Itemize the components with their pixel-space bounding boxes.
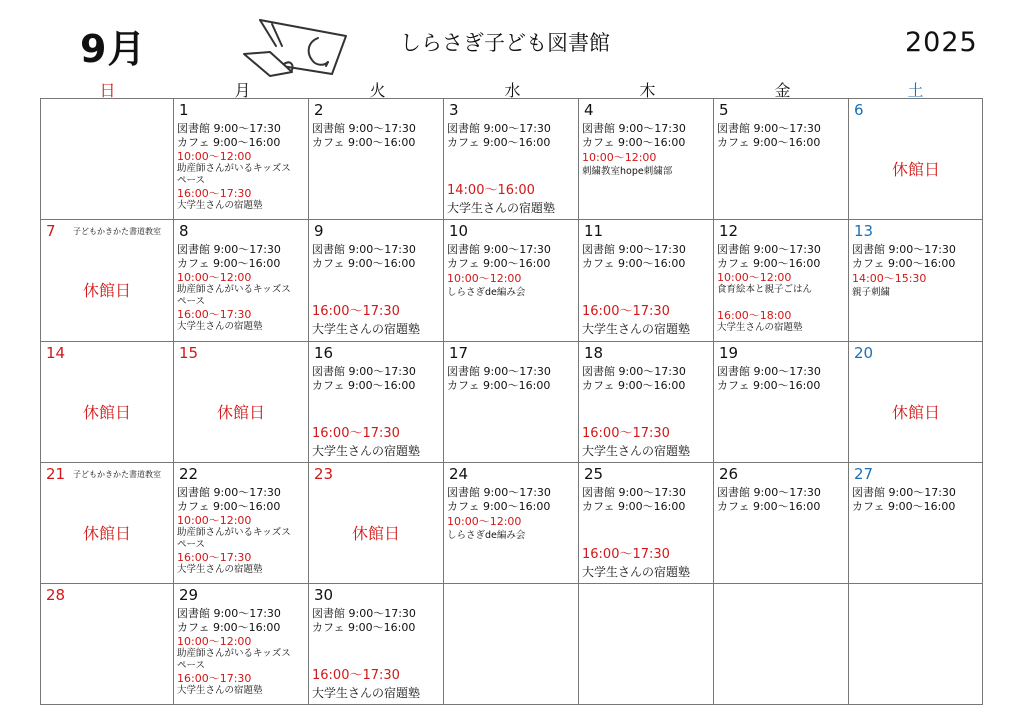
calendar-day-cell: [713, 462, 848, 583]
calendar-day-cell: [443, 341, 578, 462]
opening-hours: 図書館 9:00〜17:30 カフェ 9:00〜16:00: [312, 607, 416, 634]
event-time: 10:00〜12:00: [177, 514, 252, 527]
day-number: 16: [314, 344, 334, 362]
calendar-day-cell: [308, 462, 443, 583]
calendar-day-cell: [848, 462, 983, 583]
day-number: 10: [449, 222, 469, 240]
event-time: 16:00〜17:30: [312, 426, 400, 441]
library-name: しらさぎ子ども図書館: [400, 31, 610, 55]
event-time: 10:00〜12:00: [177, 271, 252, 284]
event-name: 大学生さんの宿題塾: [312, 686, 421, 700]
closed-day-label: 休館日: [82, 281, 131, 300]
calendar-day-cell: [40, 219, 173, 341]
calendar-day-cell: [578, 583, 713, 705]
event-name: 助産師さんがいるキッズス: [177, 527, 291, 538]
calendar-day-cell: [40, 583, 173, 705]
weekday-friday: 金: [774, 81, 791, 100]
day-number: 18: [584, 344, 604, 362]
calendar-year: 2025: [905, 27, 978, 58]
calendar-day-cell: [308, 583, 443, 705]
event-name: ペース: [177, 539, 206, 550]
event-name: 大学生さんの宿題塾: [717, 322, 803, 333]
day-number: 26: [719, 465, 739, 483]
calendar-day-cell: [308, 219, 443, 341]
day-number: 11: [584, 222, 604, 240]
calendar-day-cell: [848, 98, 983, 219]
event-name: 大学生さんの宿題塾: [582, 444, 691, 458]
event-name: 助産師さんがいるキッズス: [177, 284, 291, 295]
event-name: 食育絵本と親子ごはん: [717, 284, 813, 295]
opening-hours: 図書館 9:00〜17:30 カフェ 9:00〜16:00: [852, 486, 956, 513]
opening-hours: 図書館 9:00〜17:30 カフェ 9:00〜16:00: [177, 607, 281, 634]
weekday-wednesday: 水: [504, 81, 521, 100]
day-number: 22: [179, 465, 199, 483]
weekday-monday: 月: [234, 81, 251, 100]
opening-hours: 図書館 9:00〜17:30 カフェ 9:00〜16:00: [582, 122, 686, 149]
event-name: ペース: [177, 175, 206, 186]
calendar-day-cell: [173, 219, 308, 341]
opening-hours: 図書館 9:00〜17:30 カフェ 9:00〜16:00: [447, 365, 551, 392]
closed-day-label: 休館日: [351, 524, 400, 543]
event-name: ペース: [177, 660, 206, 671]
opening-hours: 図書館 9:00〜17:30 カフェ 9:00〜16:00: [582, 486, 686, 513]
day-number: 1: [179, 101, 189, 119]
weekday-header-row: [40, 78, 983, 98]
event-time: 10:00〜12:00: [447, 515, 522, 528]
event-time: 14:00〜16:00: [447, 183, 535, 198]
event-name: 大学生さんの宿題塾: [177, 200, 263, 211]
day-number: 29: [179, 586, 199, 604]
calendar-day-cell: [173, 583, 308, 705]
event-name: 助産師さんがいるキッズス: [177, 648, 291, 659]
day-number: 9: [314, 222, 324, 240]
opening-hours: 図書館 9:00〜17:30 カフェ 9:00〜16:00: [177, 486, 281, 513]
event-time: 10:00〜12:00: [717, 271, 792, 284]
opening-hours: 図書館 9:00〜17:30 カフェ 9:00〜16:00: [312, 243, 416, 270]
event-time: 10:00〜12:00: [447, 272, 522, 285]
day-number: 13: [854, 222, 874, 240]
event-time: 10:00〜12:00: [177, 635, 252, 648]
day-number: 23: [314, 465, 334, 483]
calendar-day-cell: [578, 341, 713, 462]
closed-day-label: 休館日: [82, 524, 131, 543]
calendar-day-cell: [173, 462, 308, 583]
opening-hours: 図書館 9:00〜17:30 カフェ 9:00〜16:00: [717, 365, 821, 392]
calendar-day-cell: [848, 583, 983, 705]
opening-hours: 図書館 9:00〜17:30 カフェ 9:00〜16:00: [447, 243, 551, 270]
event-time: 10:00〜12:00: [177, 150, 252, 163]
event-name: 大学生さんの宿題塾: [177, 564, 263, 575]
day-number: 5: [719, 101, 729, 119]
event-time: 16:00〜17:30: [312, 304, 400, 319]
calendar-day-cell: [443, 462, 578, 583]
calendar-day-cell: [713, 219, 848, 341]
event-time: 16:00〜17:30: [177, 551, 252, 564]
event-name: 大学生さんの宿題塾: [177, 685, 263, 696]
event-time: 16:00〜17:30: [177, 308, 252, 321]
event-name: 大学生さんの宿題塾: [312, 444, 421, 458]
opening-hours: 図書館 9:00〜17:30 カフェ 9:00〜16:00: [717, 243, 821, 270]
day-number: 12: [719, 222, 739, 240]
event-time: 16:00〜17:30: [312, 668, 400, 683]
calendar-day-cell: [713, 583, 848, 705]
day-number: 21: [46, 465, 66, 483]
day-number: 3: [449, 101, 459, 119]
calendar-grid: [40, 98, 983, 705]
event-name: 刺繍教室hope刺繍部: [582, 166, 673, 177]
calendar-day-cell: [40, 462, 173, 583]
event-name: ペース: [177, 296, 206, 307]
day-number: 8: [179, 222, 189, 240]
weekday-thursday: 木: [639, 81, 656, 100]
event-name: しらさぎde編み会: [447, 287, 526, 298]
day-number: 4: [584, 101, 594, 119]
opening-hours: 図書館 9:00〜17:30 カフェ 9:00〜16:00: [177, 243, 281, 270]
day-number: 7: [46, 222, 56, 240]
event-name: 大学生さんの宿題塾: [312, 322, 421, 336]
event-name: 親子刺繍: [852, 287, 891, 298]
opening-hours: 図書館 9:00〜17:30 カフェ 9:00〜16:00: [717, 122, 821, 149]
weekday-saturday: 土: [907, 81, 924, 100]
calendar-day-cell: [443, 98, 578, 219]
event-time: 16:00〜18:00: [717, 309, 792, 322]
calendar-day-cell: [308, 341, 443, 462]
day-number: 25: [584, 465, 604, 483]
calendar-day-cell: [443, 583, 578, 705]
event-name: 大学生さんの宿題塾: [582, 322, 691, 336]
event-time: 10:00〜12:00: [582, 151, 657, 164]
opening-hours: 図書館 9:00〜17:30 カフェ 9:00〜16:00: [852, 243, 956, 270]
calendar-day-cell: [848, 341, 983, 462]
event-time: 14:00〜15:30: [852, 272, 927, 285]
event-name: 大学生さんの宿題塾: [582, 565, 691, 579]
opening-hours: 図書館 9:00〜17:30 カフェ 9:00〜16:00: [582, 243, 686, 270]
calendar-day-cell: [443, 219, 578, 341]
calendar-day-cell: [40, 98, 173, 219]
calendar-day-cell: [40, 341, 173, 462]
calendar-day-cell: [173, 341, 308, 462]
day-number: 14: [46, 344, 66, 362]
calendar-day-cell: [308, 98, 443, 219]
day-number: 28: [46, 586, 66, 604]
event-name: しらさぎde編み会: [447, 530, 526, 541]
day-number: 6: [854, 101, 864, 119]
calendar-day-cell: [578, 98, 713, 219]
calendar-day-cell: [713, 341, 848, 462]
event-time: 16:00〜17:30: [582, 304, 670, 319]
calendar-day-cell: [578, 219, 713, 341]
opening-hours: 図書館 9:00〜17:30 カフェ 9:00〜16:00: [447, 486, 551, 513]
closed-day-label: 休館日: [891, 160, 940, 179]
weekday-tuesday: 火: [369, 81, 386, 100]
reading-child-logo-icon: [242, 16, 360, 80]
event-time: 16:00〜17:30: [177, 672, 252, 685]
event-name: 助産師さんがいるキッズス: [177, 163, 291, 174]
opening-hours: 図書館 9:00〜17:30 カフェ 9:00〜16:00: [447, 122, 551, 149]
closed-day-label: 休館日: [82, 403, 131, 422]
closed-day-label: 休館日: [216, 403, 265, 422]
calendar-day-cell: [713, 98, 848, 219]
weekday-sunday: 日: [99, 81, 116, 100]
opening-hours: 図書館 9:00〜17:30 カフェ 9:00〜16:00: [177, 122, 281, 149]
day-number: 2: [314, 101, 324, 119]
calendar-day-cell: [173, 98, 308, 219]
event-time: 16:00〜17:30: [582, 426, 670, 441]
opening-hours: 図書館 9:00〜17:30 カフェ 9:00〜16:00: [582, 365, 686, 392]
event-time: 16:00〜17:30: [177, 187, 252, 200]
opening-hours: 図書館 9:00〜17:30 カフェ 9:00〜16:00: [312, 122, 416, 149]
day-number: 20: [854, 344, 874, 362]
opening-hours: 図書館 9:00〜17:30 カフェ 9:00〜16:00: [717, 486, 821, 513]
day-number: 19: [719, 344, 739, 362]
opening-hours: 図書館 9:00〜17:30 カフェ 9:00〜16:00: [312, 365, 416, 392]
calendar-day-cell: [848, 219, 983, 341]
day-number: 17: [449, 344, 469, 362]
month-title: 9月: [80, 27, 147, 71]
day-number: 15: [179, 344, 199, 362]
day-number: 30: [314, 586, 334, 604]
day-number: 24: [449, 465, 469, 483]
event-name: 大学生さんの宿題塾: [177, 321, 263, 332]
calligraphy-class-note: 子どもかきかた書道教室: [73, 470, 161, 479]
calendar-day-cell: [578, 462, 713, 583]
closed-day-label: 休館日: [891, 403, 940, 422]
event-time: 16:00〜17:30: [582, 547, 670, 562]
calligraphy-class-note: 子どもかきかた書道教室: [73, 227, 161, 236]
event-name: 大学生さんの宿題塾: [447, 201, 556, 215]
day-number: 27: [854, 465, 874, 483]
